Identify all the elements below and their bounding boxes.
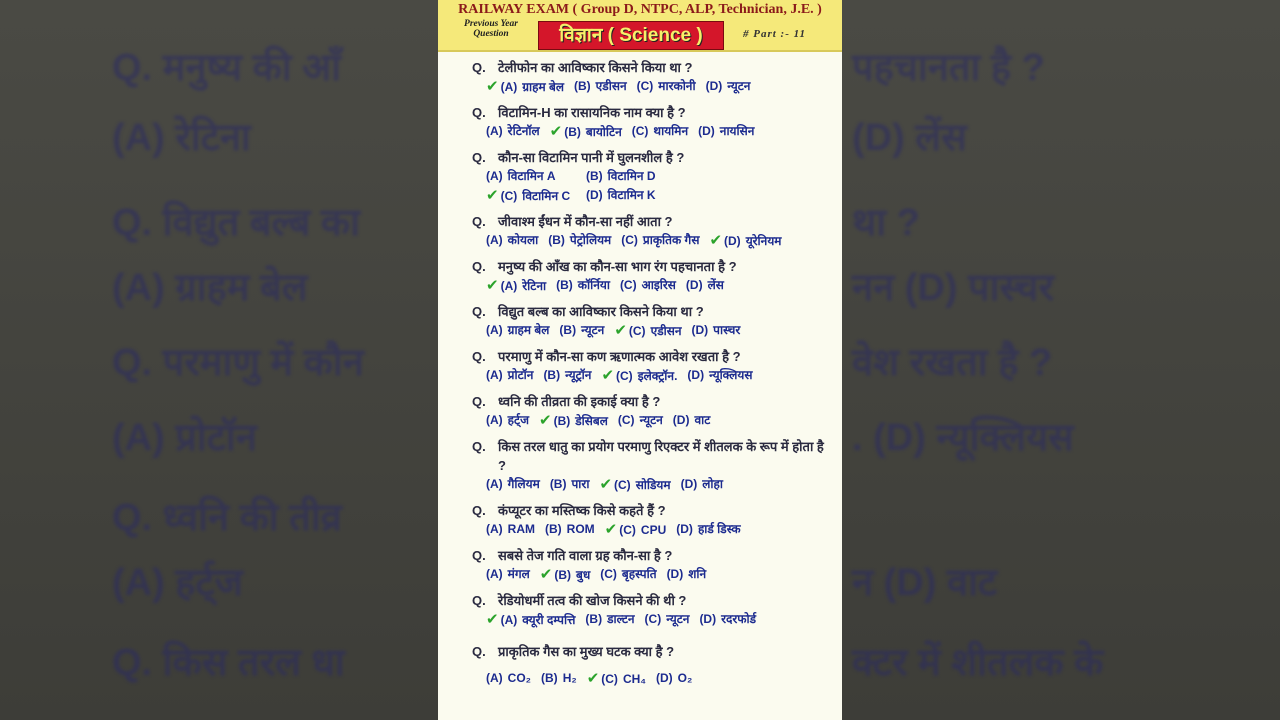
option-a[interactable] [486,276,546,296]
option-label: (A) [486,368,503,382]
option-label: (D) [687,368,705,382]
question-marker: Q. [472,259,486,274]
option-c[interactable] [632,122,688,142]
option-label: (A) [500,80,518,94]
option-label: (B) [574,79,591,93]
correct-check-icon: ✔ [599,476,613,493]
previous-year-question-label: Previous Year Question [464,19,518,39]
option-text: डाल्टन [607,612,635,626]
header [438,0,842,52]
option-label: (A) [486,233,503,247]
option-label: (D) [676,522,693,536]
question-marker: Q. [472,548,486,563]
correct-check-icon: ✔ [614,322,627,339]
option-text: विटामिन D [607,169,656,183]
correct-check-icon: ✔ [486,78,499,95]
option-label: (B) [553,414,571,428]
option-text: लेंस [707,278,724,292]
question-item [438,546,842,591]
option-b[interactable] [559,321,604,341]
background-text: न (D) वाट [852,562,998,604]
options [438,77,842,97]
question-item [438,212,842,257]
subject-badge: विज्ञान ( Science ) [538,21,724,50]
option-text: नायसिन [719,124,755,138]
option-text: पास्चर [713,323,741,337]
option-c[interactable] [620,276,676,296]
question-marker: Q. [472,593,486,608]
option-label: (C) [617,413,635,427]
option-b[interactable] [543,366,591,386]
option-c[interactable] [600,565,656,585]
option-label: (D) [586,188,603,202]
option-text: रेटिना [522,279,547,293]
blurred-background-right [842,0,1280,720]
option-text: न्यूक्लियस [709,368,753,382]
options [438,167,842,206]
question-marker: Q. [472,150,486,165]
question-item [438,437,842,501]
option-label: (C) [614,478,631,492]
correct-check-icon: ✔ [601,367,615,384]
option-label: (D) [685,278,703,292]
option-c[interactable] [599,475,670,495]
option-c[interactable] [618,411,663,431]
question-item [438,392,842,437]
option-label: (C) [601,672,618,686]
option-label: (C) [616,369,633,383]
option-d[interactable] [698,122,754,142]
option-text: बायोटिन [585,125,622,139]
option-a[interactable] [486,520,535,540]
question-text: कौन-सा विटामिन पानी में घुलनशील है ? [498,150,685,165]
option-label: (D) [724,234,741,248]
question-marker: Q. [472,394,486,409]
question-item [438,347,842,392]
option-a[interactable] [486,565,530,585]
question-item [438,257,842,302]
option-text: न्यूटन [666,612,690,626]
option-text: कोयला [507,233,539,247]
option-text: शनि [688,567,707,581]
option-text: पारा [571,477,590,491]
question-marker: Q. [472,349,486,364]
option-label: (B) [543,368,561,382]
option-text: CO₂ [507,671,532,685]
question-item [438,591,842,636]
question-text: सबसे तेज गति वाला ग्रह कौन-सा है ? [498,548,673,563]
options [438,610,842,630]
part-number: # Part :- 11 [743,28,807,40]
option-label: (C) [619,278,637,292]
option-label: (A) [486,567,503,581]
option-a[interactable] [486,669,531,689]
correct-check-icon: ✔ [604,521,618,538]
options [438,231,842,251]
option-text: वाट [694,413,711,427]
option-d[interactable] [709,231,781,251]
option-text: न्यूटन [639,413,663,427]
options [438,276,842,296]
quiz-panel [438,0,842,720]
option-c[interactable] [645,610,690,630]
option-text: मारकोनी [658,79,696,93]
option-c[interactable] [601,366,677,386]
option-c[interactable] [637,77,696,97]
option-label: (B) [545,522,562,536]
background-text: Q. ध्वनि की तीव्र [112,497,342,539]
option-b[interactable] [556,276,610,296]
question-marker: Q. [472,439,486,454]
background-text: (A) प्रोटॉन [112,417,257,459]
option-label: (C) [644,612,662,626]
option-a[interactable] [486,167,576,186]
option-d[interactable] [699,610,756,630]
option-text: न्यूटन [581,323,605,337]
question-text: ध्वनि की तीव्रता की इकाई क्या है ? [498,394,661,409]
option-label: (C) [621,233,638,247]
option-a[interactable] [486,77,564,97]
question-marker: Q. [472,644,486,659]
options [438,411,842,431]
option-text: बुध [576,568,591,582]
options [438,366,842,386]
question-item [438,58,842,103]
options [438,520,842,540]
question-list [438,58,842,695]
option-c[interactable] [621,231,699,251]
option-a[interactable] [486,610,575,630]
option-text: एडीसन [595,79,627,93]
option-c[interactable] [614,321,681,341]
option-label: (B) [559,323,577,337]
option-d[interactable] [656,669,692,689]
option-label: (D) [672,413,690,427]
background-text: Q. मनुष्य की आँ [112,47,341,89]
option-text: RAM [507,522,535,536]
question-text: मनुष्य की आँख का कौन-सा भाग रंग पहचानता है ? [498,259,737,274]
question-text: प्राकृतिक गैस का मुख्य घटक क्या है ? [498,644,675,659]
option-text: CH₄ [622,672,646,686]
option-text: CPU [640,523,667,537]
option-label: (A) [486,477,503,491]
exam-title: RAILWAY EXAM ( Group D, NTPC, ALP, Technician, J.E. ) [458,2,822,17]
option-d[interactable] [692,321,741,341]
option-c[interactable] [605,520,667,540]
option-a[interactable] [486,231,538,251]
option-text: न्यूट्रॉन [565,368,592,382]
option-label: (B) [585,612,603,626]
option-label: (C) [636,79,654,93]
correct-check-icon: ✔ [486,277,499,294]
option-text: O₂ [677,671,693,685]
option-c[interactable] [587,669,646,689]
correct-check-icon: ✔ [539,412,552,429]
question-text: रेडियोधर्मी तत्व की खोज किसने की थी ? [498,593,687,608]
background-text: Q. विद्युत बल्ब का [112,202,360,244]
option-text: इलेक्ट्रॉन. [637,369,678,383]
option-b[interactable] [541,669,577,689]
option-d[interactable] [706,77,751,97]
option-d[interactable] [687,366,752,386]
option-text: लोहा [702,477,723,491]
option-b[interactable] [540,565,590,585]
correct-check-icon: ✔ [709,232,723,249]
option-label: (A) [486,323,503,337]
option-d[interactable] [586,186,676,206]
option-text: बृहस्पति [621,567,657,581]
option-label: (B) [541,671,558,685]
option-a[interactable] [486,122,540,142]
option-label: (B) [548,233,565,247]
option-label: (D) [698,124,715,138]
option-text: क्यूरी दम्पत्ति [522,613,576,627]
options [438,475,842,495]
question-text: परमाणु में कौन-सा कण ऋणात्मक आवेश रखता है ? [498,349,741,364]
option-label: (D) [691,323,709,337]
option-label: (C) [619,523,636,537]
option-text: न्यूटन [727,79,751,93]
options [438,321,842,341]
option-text: गैलियम [507,477,540,491]
background-text: (A) रेटिना [112,117,251,159]
option-d[interactable] [667,565,707,585]
background-text: वेश रखता है ? [852,342,1053,384]
option-label: (A) [486,124,503,138]
option-label: (A) [500,279,518,293]
option-a[interactable] [486,321,549,341]
option-text: प्रोटॉन [507,368,534,382]
option-b[interactable] [585,610,634,630]
option-b[interactable] [550,475,590,495]
option-text: आइरिस [641,278,676,292]
option-label: (C) [628,324,646,338]
question-text: विटामिन-H का रासायनिक नाम क्या है ? [498,105,686,120]
question-text: किस तरल धातु का प्रयोग परमाणु रिएक्टर में शीतलक के रूप में होता है ? [498,439,824,473]
option-text: पेट्रोलियम [569,233,612,247]
options [438,669,842,689]
option-text: एडीसन [650,324,682,338]
option-label: (B) [554,568,571,582]
background-text: . (D) न्यूक्लियस [852,417,1074,459]
option-text: ROM [566,522,595,536]
option-text: ग्राहम बेल [522,80,564,94]
option-text: रदरफोर्ड [721,612,757,626]
option-label: (A) [500,613,518,627]
option-text: प्राकृतिक गैस [642,233,700,247]
background-text: (D) लेंस [852,117,967,159]
option-text: विटामिन A [507,169,556,183]
option-d[interactable] [686,276,724,296]
option-label: (D) [666,567,684,581]
option-text: हर्ट्ज [507,413,529,427]
option-label: (D) [705,79,723,93]
option-text: थायमिन [653,124,689,138]
option-label: (C) [600,567,617,581]
option-text: हार्ड डिस्क [697,522,741,536]
option-b[interactable] [539,411,608,431]
background-text: क्टर में शीतलक के [852,642,1104,684]
option-b[interactable] [574,77,627,97]
option-d[interactable] [681,475,723,495]
correct-check-icon: ✔ [549,123,563,140]
question-marker: Q. [472,503,486,518]
option-d[interactable] [673,411,711,431]
option-c[interactable] [486,186,576,206]
option-label: (C) [631,124,649,138]
question-item [438,636,842,695]
question-text: जीवाश्म ईंधन में कौन-सा नहीं आता ? [498,214,673,229]
blurred-background-left [0,0,438,720]
option-a[interactable] [486,475,540,495]
option-text: मंगल [507,567,530,581]
background-text: Q. किस तरल धा [112,642,345,684]
option-text: यूरेनियम [745,234,782,248]
question-marker: Q. [472,304,486,319]
question-marker: Q. [472,214,486,229]
option-text: सोडियम [635,478,671,492]
question-text: कंप्यूटर का मस्तिष्क किसे कहते हैं ? [498,503,666,518]
question-item [438,148,842,212]
option-label: (D) [656,671,673,685]
question-marker: Q. [472,105,486,120]
option-b[interactable] [545,520,595,540]
background-text: पहचानता है ? [852,47,1045,89]
background-text: (A) हर्ट्ज [112,562,243,604]
question-marker: Q. [472,60,486,75]
question-item [438,302,842,347]
option-text: ग्राहम बेल [507,323,550,337]
option-b[interactable] [548,231,611,251]
option-text: विटामिन C [522,189,571,203]
option-a[interactable] [486,411,529,431]
option-a[interactable] [486,366,533,386]
option-label: (C) [500,189,518,203]
option-label: (A) [486,413,503,427]
option-label: (B) [556,278,573,292]
options [438,122,842,142]
background-text: था ? [852,202,920,244]
option-label: (D) [680,477,698,491]
option-text: विटामिन K [607,188,656,202]
option-text: H₂ [562,671,577,685]
option-text: कॉर्निया [577,278,610,292]
options [438,565,842,585]
option-label: (A) [486,522,503,536]
option-label: (A) [486,671,503,685]
background-text: Q. परमाणु में कौन [112,342,364,384]
question-text: टेलीफोन का आविष्कार किसने किया था ? [498,60,693,75]
option-label: (B) [549,477,567,491]
question-item [438,501,842,546]
question-item [438,103,842,148]
option-label: (A) [486,169,503,183]
correct-check-icon: ✔ [586,670,600,687]
option-label: (B) [586,169,603,183]
question-text: विद्युत बल्ब का आविष्कार किसने किया था ? [498,304,704,319]
option-d[interactable] [676,520,740,540]
background-text: नन (D) पास्चर [852,267,1054,309]
option-text: रेटिनॉल [507,124,540,138]
correct-check-icon: ✔ [539,566,553,583]
correct-check-icon: ✔ [486,611,499,628]
correct-check-icon: ✔ [486,187,499,204]
option-label: (D) [699,612,717,626]
background-text: (A) ग्राहम बेल [112,267,308,309]
option-b[interactable] [550,122,622,142]
option-text: डेसिबल [575,414,608,428]
option-b[interactable] [586,167,676,186]
option-label: (B) [564,125,581,139]
